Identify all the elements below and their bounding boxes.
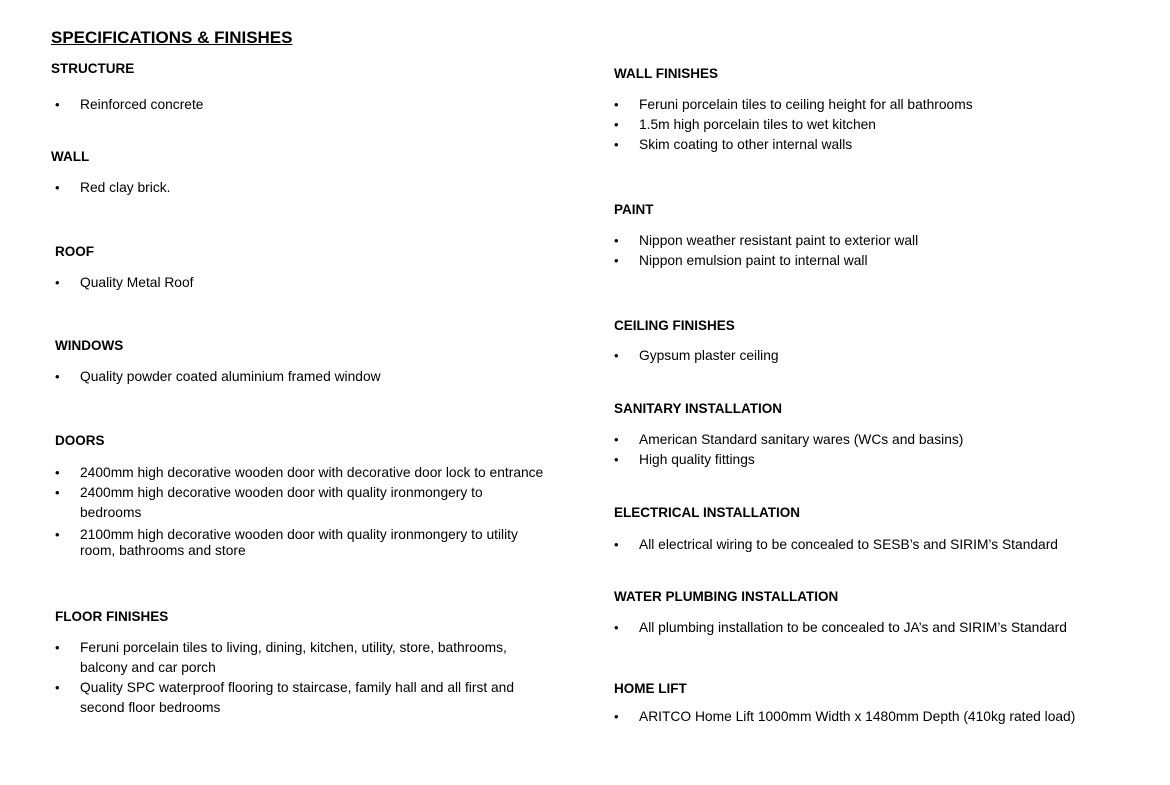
list-item: • Feruni porcelain tiles to living, dining, kitchen, utility, store, bathrooms, balcony and car porch [55,640,507,675]
bullet-icon: • [55,275,60,290]
ceiling-finishes-heading: CEILING FINISHES [614,318,735,333]
list-item: • 2400mm high decorative wooden door with quality ironmongery to bedrooms [55,485,483,520]
list-item: • 2400mm high decorative wooden door with decorative door lock to entrance [55,463,545,483]
list-item: • All electrical wiring to be concealed to SESB’s and SIRIM’s Standard [614,535,1058,555]
list-item: • Quality Metal Roof [55,273,194,293]
list-item: • 1.5m high porcelain tiles to wet kitchen [614,115,973,135]
doors-heading: DOORS [55,433,105,448]
doors-list [55,463,545,559]
list-item: • 2100mm high decorative wooden door with quality ironmongery to utility room, bathrooms and store [55,527,518,558]
list-item: • Red clay brick. [55,178,170,198]
list-item: • Quality powder coated aluminium framed window [55,367,381,387]
sanitary-installation-heading: SANITARY INSTALLATION [614,401,782,416]
water-plumbing-installation-heading: WATER PLUMBING INSTALLATION [614,589,839,604]
wall-finishes-list [614,95,973,155]
list-item: • High quality fittings [614,450,963,470]
bullet-icon: • [614,452,619,467]
bullet-icon: • [55,97,60,112]
bullet-icon: • [55,369,60,384]
bullet-icon: • [614,709,619,724]
bullet-icon: • [55,485,60,500]
bullet-icon: • [614,117,619,132]
bullet-icon: • [614,537,619,552]
list-item: • Feruni porcelain tiles to ceiling height for all bathrooms [614,95,973,115]
bullet-icon: • [55,640,60,655]
page-title: SPECIFICATIONS & FINISHES [51,28,293,47]
roof-list [55,273,194,293]
bullet-icon: • [55,527,60,542]
home-lift-heading: HOME LIFT [614,681,687,696]
bullet-icon: • [614,97,619,112]
list-item: • Nippon weather resistant paint to exterior wall [614,231,918,251]
windows-heading: WINDOWS [55,338,124,353]
bullet-icon: • [614,432,619,447]
sanitary-installation-list [614,430,963,470]
list-item: • Gypsum plaster ceiling [614,346,779,366]
bullet-icon: • [55,180,60,195]
windows-list [55,367,381,387]
structure-list [55,95,203,115]
wall-heading: WALL [51,149,90,164]
bullet-icon: • [55,465,60,480]
wall-list [55,178,170,198]
ceiling-finishes-list [614,346,779,366]
paint-heading: PAINT [614,202,654,217]
bullet-icon: • [614,253,619,268]
water-plumbing-installation-list [614,618,1067,638]
electrical-installation-heading: ELECTRICAL INSTALLATION [614,505,800,520]
paint-list [614,231,918,271]
list-item: • Quality SPC waterproof flooring to staircase, family hall and all first and second floor bedrooms [55,680,515,715]
list-item: • Skim coating to other internal walls [614,135,973,155]
list-item: • All plumbing installation to be concealed to JA’s and SIRIM’s Standard [614,618,1067,638]
list-item: • ARITCO Home Lift 1000mm Width x 1480mm Depth (410kg rated load) [614,707,1075,727]
bullet-icon: • [614,348,619,363]
electrical-installation-list [614,535,1058,555]
roof-heading: ROOF [55,244,94,259]
bullet-icon: • [614,620,619,635]
home-lift-list [614,707,1075,727]
wall-finishes-heading: WALL FINISHES [614,66,719,81]
bullet-icon: • [55,680,60,695]
structure-heading: STRUCTURE [51,61,135,76]
bullet-icon: • [614,233,619,248]
list-item: • Reinforced concrete [55,95,203,115]
bullet-icon: • [614,137,619,152]
floor-finishes-heading: FLOOR FINISHES [55,609,169,624]
floor-finishes-list [55,638,530,718]
list-item: • American Standard sanitary wares (WCs and basins) [614,430,963,450]
list-item: • Nippon emulsion paint to internal wall [614,251,918,271]
